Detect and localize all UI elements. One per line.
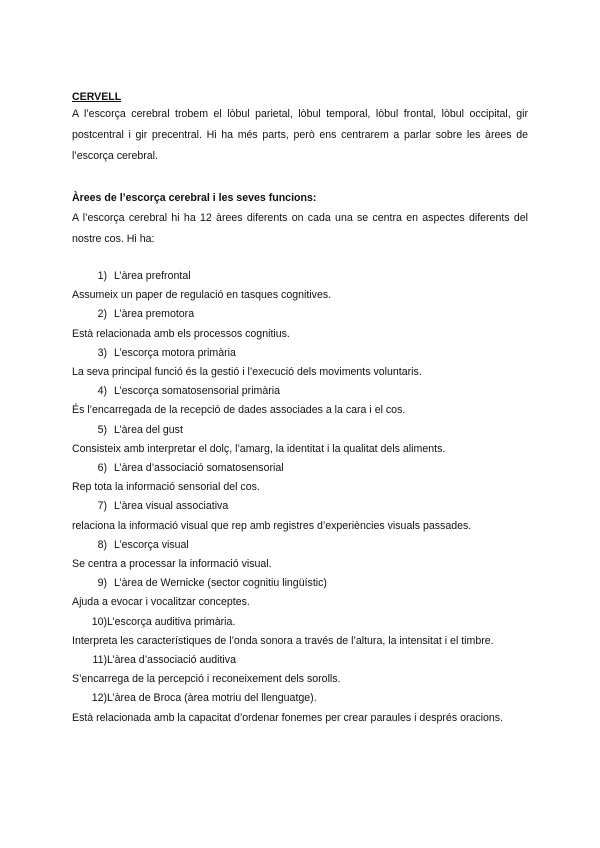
area-heading [72,459,528,478]
area-item [72,459,528,497]
area-item [72,651,528,689]
area-number: 12) [91,692,107,705]
area-item [72,536,528,574]
area-item [72,267,528,305]
area-number: 8) [97,538,107,551]
document-title: CERVELL [72,91,122,103]
area-heading [72,689,528,708]
area-name: L’àrea premotora [114,308,195,321]
area-heading [72,421,528,440]
area-heading [72,536,528,555]
area-heading [72,574,528,593]
area-name: L’àrea de Wernicke (sector cognitiu lingüístic) [114,577,327,590]
area-heading [72,651,528,670]
area-number: 10) [91,615,107,628]
area-number: 7) [97,500,107,513]
area-item [72,382,528,420]
intro-paragraph: A l’escorça cerebral trobem el lòbul parietal, lòbul temporal, lòbul frontal, lòbul occipital, gir postcentral i gir precentral. Hi ha més parts, però ens centrarem a parlar sobre les àrees de l’escorça cerebral. [72,108,528,162]
area-name: L’escorça somatosensorial primària [114,385,281,398]
area-description: Interpreta les característiques de l’onda sonora a través de l’altura, la intensitat i el timbre. [72,634,494,647]
area-description: Consisteix amb interpretar el dolç, l’amarg, la identitat i la qualitat dels aliments. [72,442,446,455]
area-name: L’àrea d’associació somatosensorial [114,462,284,475]
area-item [72,305,528,343]
area-description: La seva principal funció és la gestió i l’execució dels moviments voluntaris. [72,366,422,379]
document-page [72,90,528,728]
area-item [72,421,528,459]
areas-list [72,267,528,728]
area-item [72,613,528,651]
area-name: L’àrea d’associació auditiva [107,654,236,667]
area-heading [72,613,528,632]
area-item [72,497,528,535]
area-number: 1) [97,270,107,282]
area-description: Assumeix un paper de regulació en tasques cognitives. [72,289,332,302]
area-description: Està relacionada amb la capacitat d’ordenar fonemes per crear paraules i després oracions. [72,711,504,724]
area-description: relaciona la informació visual que rep amb registres d’experiències visuals passades. [72,519,472,532]
area-item [72,344,528,382]
area-heading [72,497,528,516]
area-heading [72,305,528,324]
area-name: L’àrea de Broca (àrea motriu del llenguatge). [107,692,317,705]
area-description: És l’encarregada de la recepció de dades associades a la cara i el cos. [72,404,406,417]
area-description: Se centra a processar la informació visual. [72,558,272,571]
paragraph-spacer [72,167,528,188]
area-item [72,689,528,727]
section-heading: Àrees de l’escorça cerebral i les seves funcions: [72,192,317,204]
area-number: 5) [97,423,107,436]
area-name: L’àrea prefrontal [114,270,191,282]
area-heading [72,382,528,401]
area-description: Ajuda a evocar i vocalitzar conceptes. [72,596,250,609]
area-number: 2) [97,308,107,321]
area-number: 6) [97,462,107,475]
area-number: 3) [97,346,107,359]
area-description: Rep tota la informació sensorial del cos. [72,481,260,494]
area-name: L’escorça motora primària [114,346,236,359]
area-heading [72,267,528,286]
area-description: Està relacionada amb els processos cognitius. [72,327,290,340]
area-heading [72,344,528,363]
area-number: 11) [92,654,107,667]
area-number: 9) [97,577,107,590]
area-name: L’escorça auditiva primària. [107,615,236,628]
area-description: S’encarrega de la percepció i reconeixement dels sorolls. [72,673,341,686]
area-name: L’escorça visual [114,538,189,551]
section-intro-paragraph: A l’escorça cerebral hi ha 12 àrees diferents on cada una se centra en aspectes diferents del nostre cos. Hi ha: [72,212,528,245]
area-name: L’àrea visual associativa [114,500,229,513]
area-item [72,574,528,612]
area-name: L’àrea del gust [114,423,183,436]
area-number: 4) [97,385,107,398]
